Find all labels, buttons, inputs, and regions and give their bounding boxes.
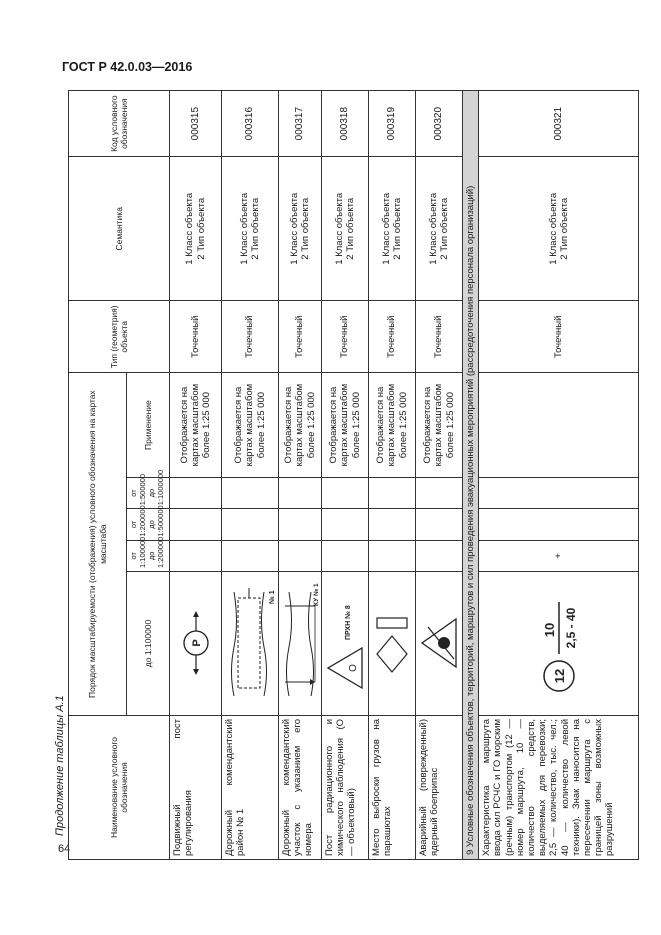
header-scale-4: от 1:500000 до 1:1000000	[127, 477, 170, 508]
symbols-table	[68, 90, 639, 860]
row-name: Дорожный комендантский район № 1	[222, 715, 279, 859]
header-scale-3: от 1:200000 до 1:500000	[127, 509, 170, 540]
row-type: Точечный	[170, 301, 222, 373]
row-usage: Отображается на картах масштабом более 1:25 000	[322, 373, 369, 478]
section-number: КУ № 1	[313, 583, 320, 607]
row-usage	[479, 373, 639, 478]
row-code: 000319	[369, 91, 416, 157]
radiation-letter: О	[348, 664, 359, 673]
mobile-post-icon	[174, 575, 218, 712]
row-usage: Отображается на картах масштабом более 1:25 000	[222, 373, 279, 478]
row-name: Место выброски грузов на парашютах	[369, 715, 416, 859]
row-semantics: 1 Класс объекта 2 Тип объекта	[416, 157, 463, 301]
row-code: 000321	[479, 91, 639, 157]
row-name: Подвижный пост регулирования	[170, 715, 222, 859]
row-semantics: 1 Класс объекта 2 Тип объекта	[170, 157, 222, 301]
row-type: Точечный	[416, 301, 463, 373]
row-name: Характеристика маршрута ввода сил РСЧС и ГО морским (речным) транспортом (12 — номер маршрута, 10 — количество средств, выделяемых для перевозки; 2,5 — количество, тыс. чел.; 40 — количество левой техники). Знак наносится на пересечении маршрута с границей зоны возможных разрушений	[479, 715, 639, 859]
row-usage: Отображается на картах масштабом более 1:25 000	[170, 373, 222, 478]
row-usage: Отображается на картах масштабом более 1:25 000	[369, 373, 416, 478]
header-scale-2: от 1:100000 до 1:200000	[127, 540, 170, 571]
symbol-cell	[369, 571, 416, 715]
table-row	[416, 91, 463, 860]
route-bottom: 2,5 - 40	[563, 608, 578, 649]
symbol-cell	[322, 571, 369, 715]
row-code: 000315	[170, 91, 222, 157]
row-type: Точечный	[222, 301, 279, 373]
row-usage: Отображается на картах масштабом более 1:25 000	[416, 373, 463, 478]
header-usage: Применение	[127, 373, 170, 478]
row-type: Точечный	[479, 301, 639, 373]
symbol-cell	[479, 571, 639, 715]
row-type: Точечный	[369, 301, 416, 373]
row-code: 000320	[416, 91, 463, 157]
rotated-table-wrapper	[68, 90, 616, 860]
row-semantics: 1 Класс объекта 2 Тип объекта	[369, 157, 416, 301]
row-code: 000316	[222, 91, 279, 157]
row-name: Дорожный комендантский участок с указанием его номера	[279, 715, 322, 859]
symbol-cell	[416, 571, 463, 715]
symbol-cell	[170, 571, 222, 715]
table-caption: Продолжение таблицы А.1	[54, 695, 66, 836]
row-semantics: 1 Класс объекта 2 Тип объекта	[222, 157, 279, 301]
table-row	[479, 91, 639, 860]
table-row	[322, 91, 369, 860]
table-row	[279, 91, 322, 860]
section-row	[463, 91, 479, 860]
header-scale-1: до 1:100000	[127, 571, 170, 715]
header-type: Тип (геометрия) объекта	[69, 301, 170, 373]
commandant-section-icon	[281, 575, 319, 712]
document-header: ГОСТ Р 42.0.03—2016	[62, 60, 193, 74]
row-type: Точечный	[322, 301, 369, 373]
row-code: 000317	[279, 91, 322, 157]
header-name: Наименование условного обозначения	[69, 715, 170, 859]
route-characteristic-icon	[534, 575, 584, 712]
row-type: Точечный	[279, 301, 322, 373]
route-number: 12	[551, 669, 567, 684]
header-code: Код условного обозначения	[69, 91, 170, 157]
commandant-district-icon	[224, 575, 276, 712]
parachute-drop-icon	[371, 575, 413, 712]
damaged-nuclear-munition-icon	[418, 575, 460, 712]
row-semantics: 1 Класс объекта 2 Тип объекта	[279, 157, 322, 301]
radiation-tag: ПРХН № 8	[345, 605, 352, 641]
row-semantics: 1 Класс объекта 2 Тип объекта	[322, 157, 369, 301]
header-scale-group: Порядок масштабируемости (отображения) условного обозначения на картах масштаба	[69, 373, 127, 716]
post-letter: Р	[190, 639, 203, 648]
row-name: Пост радиационного и химического наблюдения (О — объектовый)	[322, 715, 369, 859]
scale-2-mark: +	[479, 540, 639, 571]
district-number: № 1	[269, 590, 276, 605]
section-title: 9 Условные обозначения объектов, территорий, маршрутов и сил проведения эвакуационных мероприятий (рассредоточения персонала организаций)	[463, 91, 479, 860]
table-row	[369, 91, 416, 860]
radiation-post-icon	[324, 575, 366, 712]
row-name: Аварийный (поврежденный) ядерный боеприпас	[416, 715, 463, 859]
symbol-cell	[222, 571, 279, 715]
row-code: 000318	[322, 91, 369, 157]
row-semantics: 1 Класс объекта 2 Тип объекта	[479, 157, 639, 301]
table-row	[170, 91, 222, 860]
row-usage: Отображается на картах масштабом более 1:25 000	[279, 373, 322, 478]
table-row	[222, 91, 279, 860]
page-number: 64	[58, 843, 71, 855]
header-semantics: Семантика	[69, 157, 170, 301]
route-top: 10	[541, 623, 557, 638]
symbol-cell	[279, 571, 322, 715]
